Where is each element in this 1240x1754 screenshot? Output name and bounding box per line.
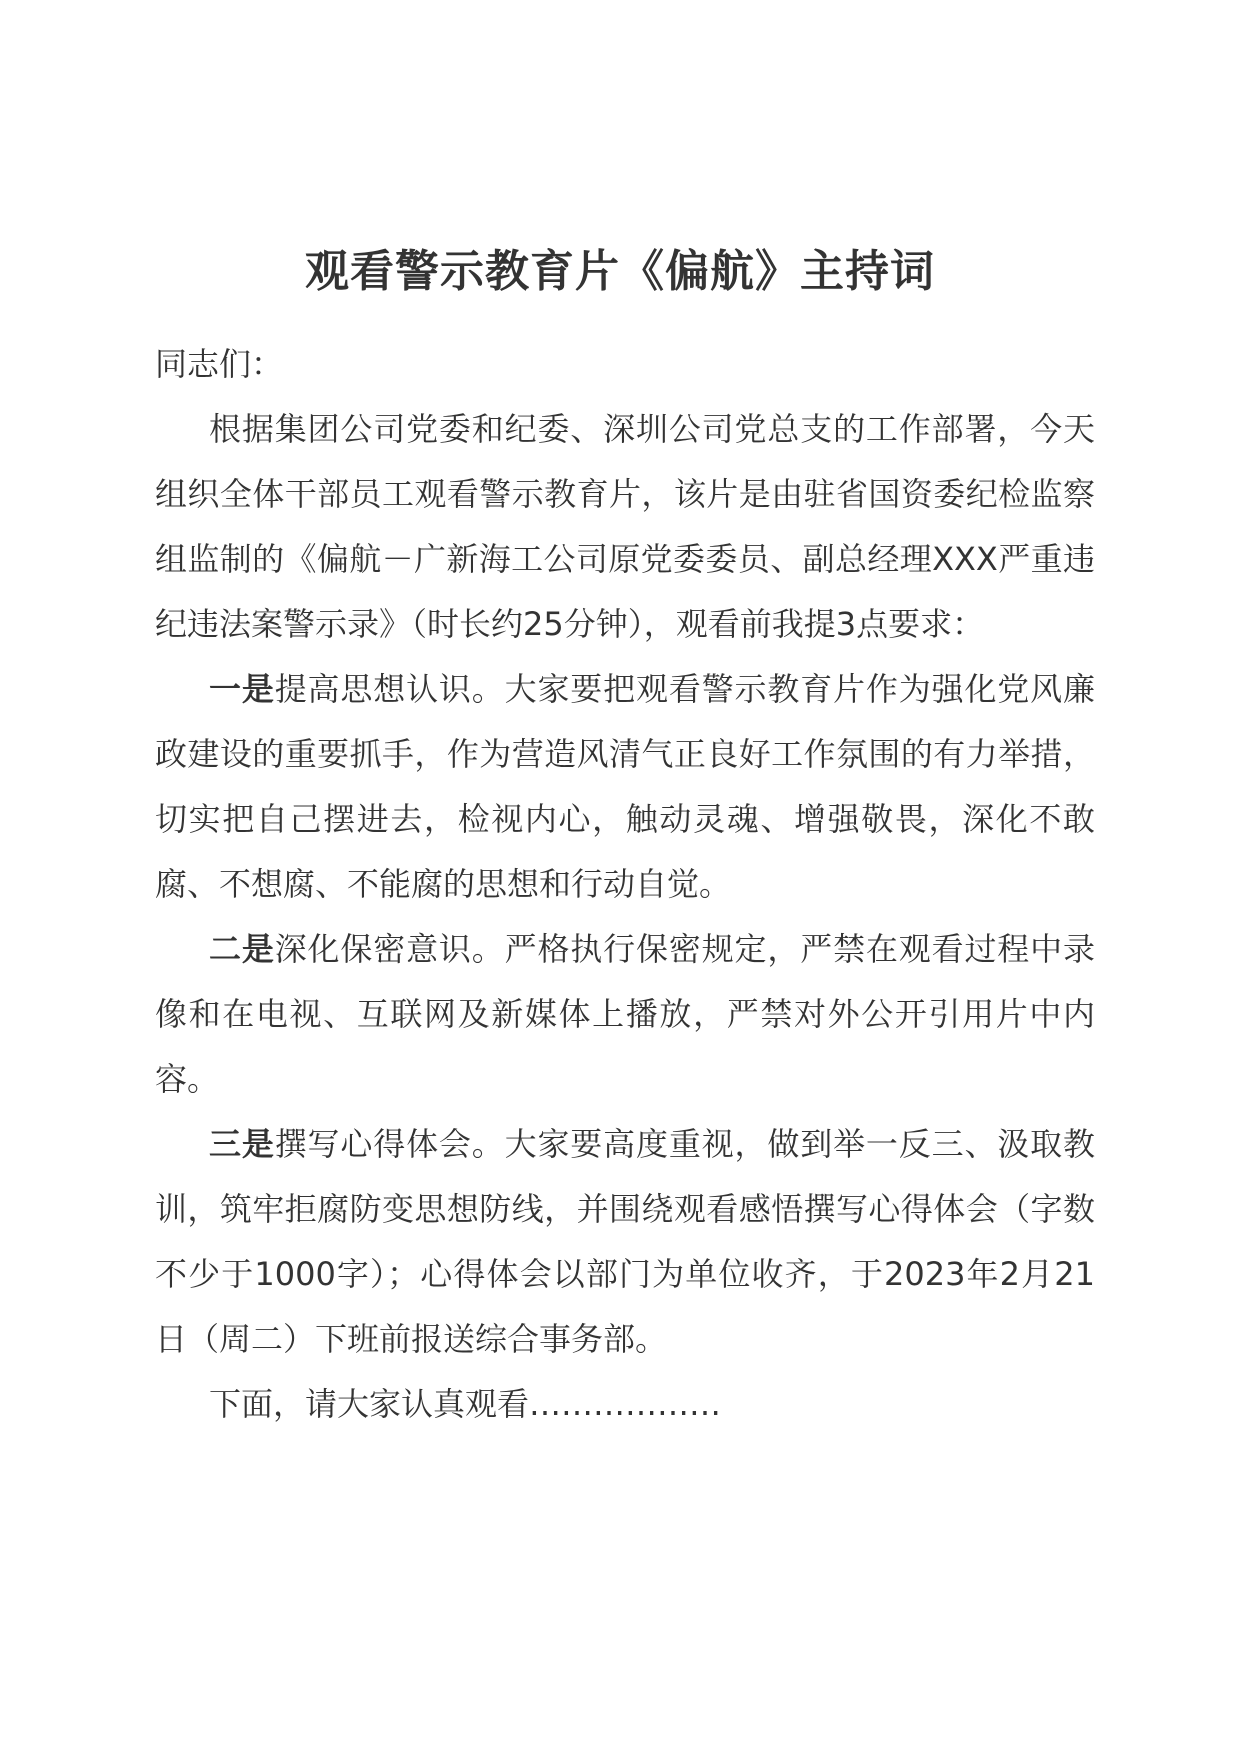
requirement-lead-2: 二是 [209, 930, 275, 968]
requirement-lead-1: 一是 [209, 670, 275, 708]
requirement-text-3: 撰写心得体会。大家要高度重视，做到举一反三、汲取教训，筑牢拒腐防变思想防线，并围绕观看感悟撰写心得体会（字数不少于1000字）；心得体会以部门为单位收齐，于2023年2月21日（周二）下班前报送综合事务部。 [155, 1125, 1095, 1358]
closing-paragraph: 下面，请大家认真观看……………… [209, 1385, 722, 1423]
document-title: 观看警示教育片《偏航》主持词 [305, 246, 935, 297]
requirement-paragraph-1 [155, 657, 1095, 917]
intro-paragraph: 根据集团公司党委和纪委、深圳公司党总支的工作部署，今天组织全体干部员工观看警示教育片，该片是由驻省国资委纪检监察组监制的《偏航－广新海工公司原党委委员、副总经理XXX严重违纪违法案警示录》（时长约25分钟），观看前我提3点要求： [155, 410, 1095, 643]
requirement-lead-3: 三是 [209, 1125, 275, 1163]
requirement-text-1: 提高思想认识。大家要把观看警示教育片作为强化党风廉政建设的重要抓手，作为营造风清气正良好工作氛围的有力举措，切实把自己摆进去，检视内心，触动灵魂、增强敬畏，深化不敢腐、不想腐、不能腐的思想和行动自觉。 [155, 670, 1095, 903]
document-body [155, 332, 1095, 1437]
requirement-text-2: 深化保密意识。严格执行保密规定，严禁在观看过程中录像和在电视、互联网及新媒体上播放，严禁对外公开引用片中内容。 [155, 930, 1095, 1098]
requirement-paragraph-2 [155, 917, 1095, 1112]
requirement-paragraph-3 [155, 1112, 1095, 1372]
salutation: 同志们： [155, 345, 284, 383]
